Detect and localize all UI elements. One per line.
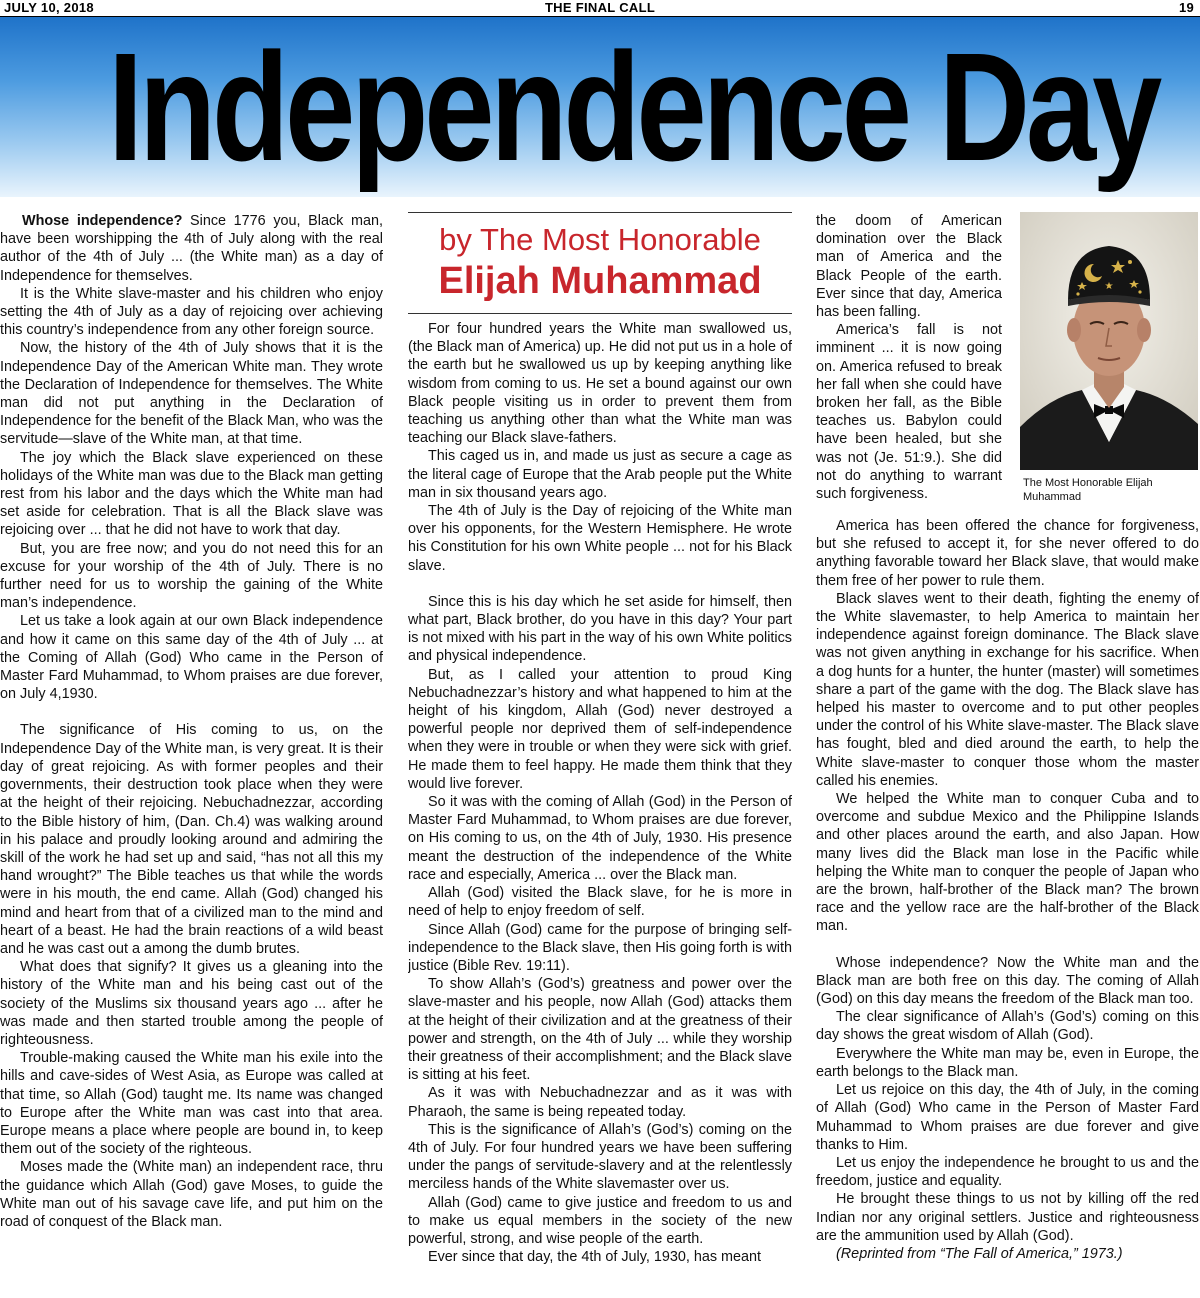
paragraph: Since this is his day which he set aside for himself, then what part, Black brother, do you have in this day? Your part is not mixed with his part in the way of his own White politics and physical independence. (408, 593, 792, 665)
headline: Independence Day (108, 21, 1159, 193)
paragraph: Allah (God) came to give justice and freedom to us and to make us equal members in the society of the new powerful, strong, and wise people of the earth. (408, 1194, 792, 1247)
paragraph: Let us take a look again at our own Black independence and how it came on this same day of the 4th of July ... at the Coming of Allah (God) Who came in the Person of Master Fard Muhammad, to Whom praises are due forever, on July 4,1930. (0, 613, 383, 703)
paragraph: the doom of American domination over the Black man of America and the Black People of the earth. Ever since that day, America has been falling. (816, 213, 1002, 321)
paragraph: Allah (God) visited the Black slave, for he is more in need of help to enjoy freedom of self. (408, 885, 792, 920)
paragraph: The joy which the Black slave experienced on these holidays of the White man was due to the Black man getting rest from his labor and the days which the White man had set aside for celebration. That is all the Black slave was rejoicing over ... that he did not have to work that day. (0, 449, 383, 539)
reprint-credit: (Reprinted from “The Fall of America,” 1973.) (836, 1245, 1123, 1262)
photo-caption: The Most Honorable Elijah Muhammad (1023, 477, 1153, 503)
paragraph: Let us enjoy the independence he brought to us and the freedom, justice and equality. (816, 1154, 1199, 1190)
paragraph: This caged us in, and made us just as secure a cage as the literal cage of Europe that the Arab people put the White man in six thousand years ago. (408, 448, 792, 501)
paragraph: It is the White slave-master and his children who enjoy setting the 4th of July as a day of rejoicing over achieving this country’s independence from any other foreign source. (0, 285, 383, 339)
paragraph: Ever since that day, the 4th of July, 1930, has meant (428, 1249, 762, 1266)
portrait-illustration (1020, 212, 1198, 470)
page-folio (0, 0, 1200, 16)
paragraph: To show Allah’s (God’s) greatness and power over the slave-master and his people, now Allah (God) attacks them at the height of their civilization and at the greatness of their power and strength, on the 4th of July ... while they worship their greatness of their accomplishment; and the Black slave is sitting at his feet. (408, 976, 792, 1084)
article-column-1 (0, 212, 383, 1297)
article-column-3-bottom (816, 517, 1199, 1297)
paragraph: Whose independence? Since 1776 you, Black man, have been worshipping the 4th of July along with the real author of the 4th of July ... (the White man) as a day of Independence for themselves. (0, 213, 383, 284)
lead-in: Whose independence? (22, 213, 183, 229)
paragraph: But, as I called your attention to proud King Nebuchadnezzar’s history and what happened to him at the height of his kingdom, Allah (God) never destroyed a powerful people nor deprived them of self-independence when they were in trouble or when they were sick with grief. He made them to feel happy. He made them think that they would live forever. (408, 666, 792, 792)
paragraph: Now, the history of the 4th of July shows that it is the Independence Day of the American White man. They wrote the Declaration of Independence for themselves. The White man did not put anything in the Declaration of Independence for the benefit of the Black Man, who was the servitude—slave of the White man, at that time. (0, 340, 383, 448)
paragraph: The 4th of July is the Day of rejoicing of the White man over his opponents, for the Western Hemisphere. He wrote his Constitution for his own White people ... not for his Black slave. (408, 503, 792, 574)
byline-prefix: by The Most Honorable (439, 222, 761, 257)
paragraph: Let us rejoice on this day, the 4th of July, in the coming of Allah (God) Who came in the Person of Master Fard Muhammad to Whom praises are due forever and give thanks to Him. (816, 1082, 1199, 1153)
paragraph: But, you are free now; and you do not need this for an excuse for your worship of the 4th of July. There is no further need for us to worship the gaining of the White man’s independence. (0, 540, 383, 612)
folio-date: JULY 10, 2018 (4, 0, 94, 15)
paragraph: What does that signify? It gives us a gleaning into the history of the White man and his being cast out of the society of the Muslims six thousand years ago ... after he was made and then started trouble among the people of righteousness. (0, 959, 383, 1048)
paragraph: Since Allah (God) came for the purpose of bringing self-independence to the Black slave, then His going forth is with justice (Bible Rev. 19:11). (408, 921, 792, 974)
folio-paper-name: THE FINAL CALL (544, 0, 656, 15)
paragraph: He brought these things to us not by killing off the red Indian nor any original settlers. Justice and righteousness are the ammunition used by Allah (God). (816, 1191, 1199, 1244)
paragraph: America’s fall is not imminent ... it is now going on. America refused to break her fall when she could have broken her fall, as the Bible teaches us. Babylon could have been healed, but she was not (Je. 51:9.). She did not do anything to warrant such forgiveness. (816, 322, 1002, 503)
paragraph: The clear significance of Allah’s (God’s) coming on this day shows the great wisdom of Allah (God). (816, 1009, 1199, 1044)
paragraph: For four hundred years the White man swallowed us, (the Black man of America) up. He did not put us in a hole of the earth but he swallowed us up by keeping anything like wisdom from coming to us. He set a bound against our own Black people visiting us in order to prevent them from teaching us anything other than what the White man was teaching our Black slave-fathers. (408, 321, 792, 447)
paragraph: This is the significance of Allah’s (God’s) coming on the 4th of July. For four hundred years we have been suffering under the pangs of servitude-slavery and at the relentlessly merciless hands of the White slavemaster over us. (408, 1121, 792, 1193)
author-portrait-photo (1020, 212, 1198, 470)
paragraph: Whose independence? Now the White man and the Black man are both free on this day. The coming of Allah (God) on this day means the freedom of the Black man too. (816, 954, 1199, 1008)
paragraph: Black slaves went to their death, fighting the enemy of the White slavemaster, to help America to maintain her independence against foreign dominance. The Black slave was not given anything in exchange for his sacrifice. When a dog hunts for a hunter, the hunter (master) will sometimes share a part of the game with the dog. The Black slave has helped his master to overcome and to put other peoples under the control of his White slave-master. The Black slave has fought, bled and died around the earth, to help the White slave-master to conquer those whom the master called his enemies. (816, 590, 1199, 789)
headline-banner (0, 17, 1200, 197)
paragraph: Everywhere the White man may be, even in Europe, the earth belongs to the Black man. (816, 1045, 1199, 1080)
byline-box (408, 212, 792, 314)
paragraph: So it was with the coming of Allah (God) in the Person of Master Fard Muhammad, to Whom praises are due forever, on His coming to us, on the 4th of July, 1930. His presence meant the destruction of the independence of the White race and especially, America ... over the Black man. (408, 794, 792, 883)
paragraph: Moses made the (White man) an independent race, thru the guidance which Allah (God) gave Moses, to guide the White man out of his savage cave life, and put him on the road of conquest of the Black man. (0, 1159, 383, 1230)
paragraph: As it was with Nebuchadnezzar and as it was with Pharaoh, the same is being repeated today. (408, 1085, 792, 1120)
paragraph: The significance of His coming to us, on the Independence Day of the White man, is very great. It is their day of great rejoicing. As with former peoples and their governments, their destruction took place when they were at the height of their rejoicing. Nebuchadnezzar, according to the Bible history of him, (Dan. Ch.4) was walking around in his palace and proudly looking around and admiring the skill of the work he had set up and said, “has not all this my hand wrought?” The Bible teaches us that while the words were in his mouth, the end came. Allah (God) changed his mind and heart from that of a civilized man to the mind and heart of a beast. He had the brain reactions of a wild beast and he was cast out a among the dumb brutes. (0, 722, 383, 957)
byline-author: Elijah Muhammad (438, 260, 762, 302)
folio-page-number: 19 (1178, 0, 1194, 15)
paragraph: We helped the White man to conquer Cuba and to overcome and subdue Mexico and the Philippine Islands and other places around the earth, and also Japan. How many lives did the Black man lose in the Pacific while helping the White man to conquer the people of Japan who are the brown, half-brother of the Black man? The brown race and the yellow race are the half-brother of the Black man. (816, 791, 1199, 935)
paragraph: Trouble-making caused the White man his exile into the hills and cave-sides of West Asia, as Europe was called at that time, so Allah (God) taught me. Its name was changed to Europe after the White man was cast into that area. Europe means a place where people are bound in, to keep them out of the society of the righteous. (0, 1050, 383, 1158)
paragraph: America has been offered the chance for forgiveness, but she refused to accept it, for she never offered to do anything favorable toward her Black slave, that would make them free of her power to rule them. (816, 518, 1199, 589)
article-column-3-top (816, 212, 1002, 517)
article-column-2 (408, 320, 792, 1297)
